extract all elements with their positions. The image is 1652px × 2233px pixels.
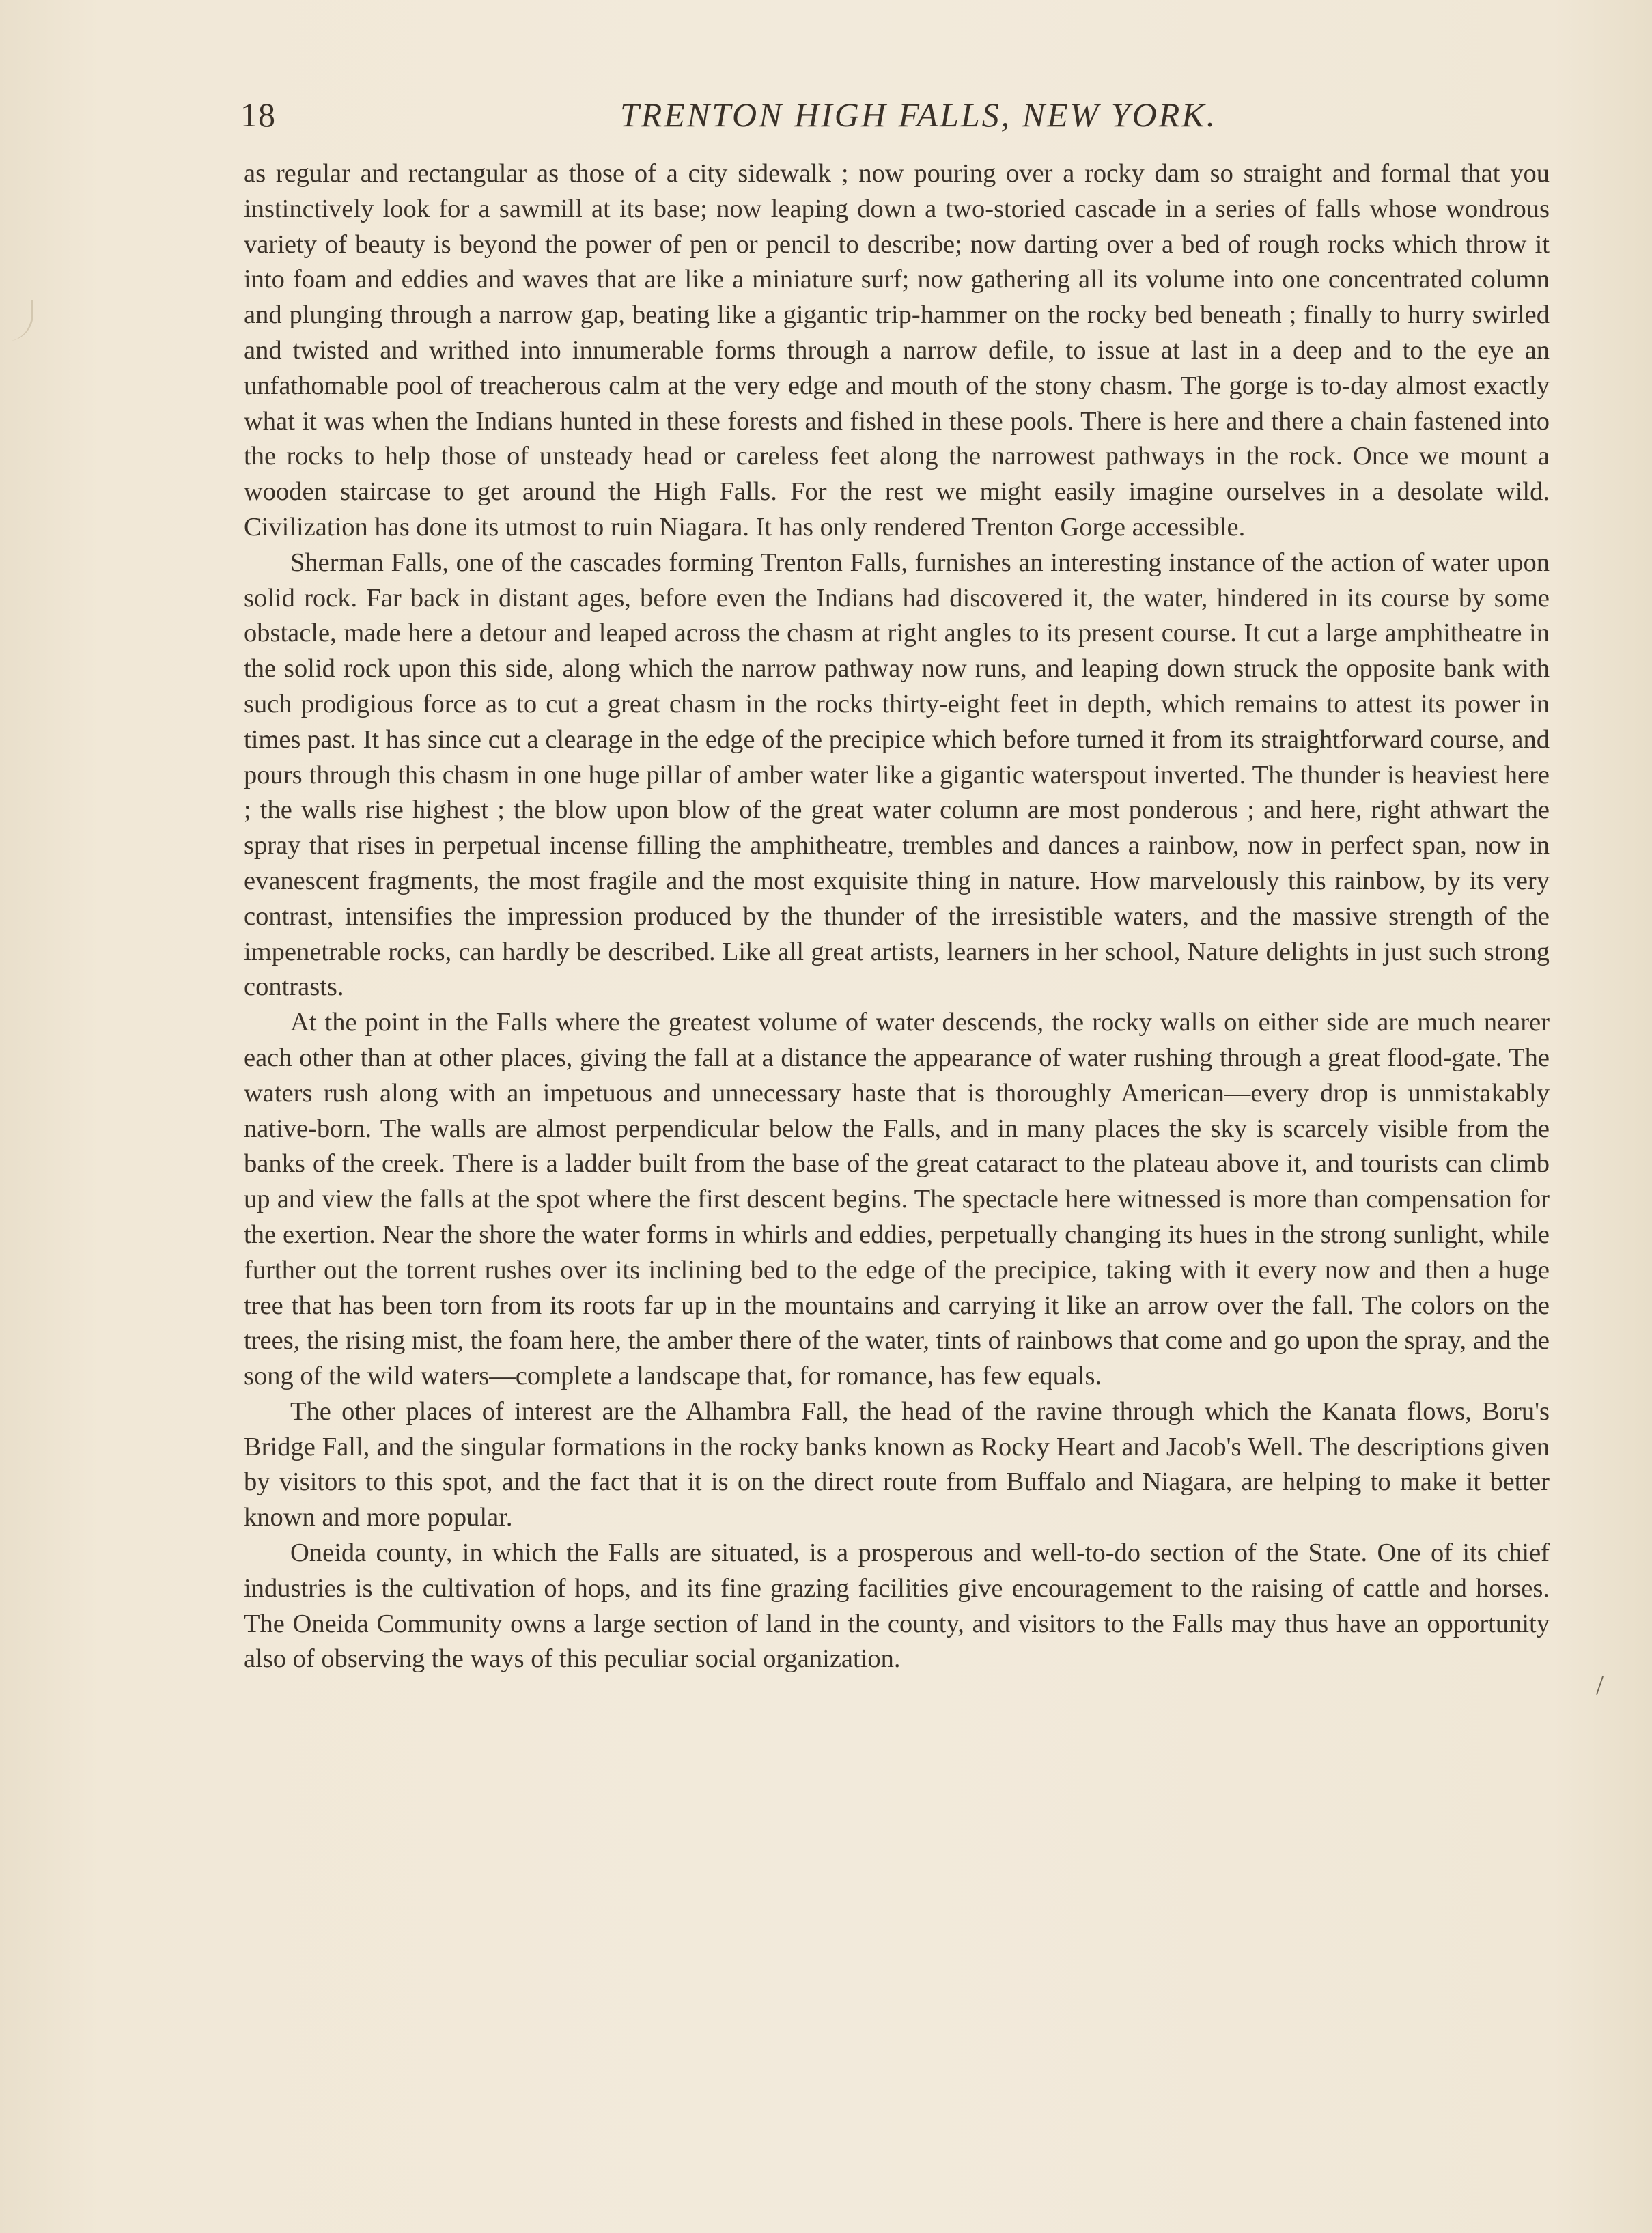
paragraph-1: as regular and rectangular as those of a city sidewalk ; now pouring over a rocky dam so straight and formal that you instinctively look for a sawmill at its base; now leaping down a two-storied cascade in a series of falls whose wondrous variety of beauty is beyond the power of pen or pencil to describe; now darting over a bed of rough rocks which throw it into foam and eddies and waves that are like a miniature surf; now gathering all its volume into one concentrated column and plunging through a narrow gap, beating like a gigantic trip-hammer on the rocky bed beneath ; finally to hurry swirled and twisted and writhed into innumerable forms through a narrow defile, to issue at last in a deep and to the eye an unfathomable pool of treacherous calm at the very edge and mouth of the stony chasm. The gorge is to-day almost exactly what it was when the Indians hunted in these forests and fished in these pools. There is here and there a chain fastened into the rocks to help those of unsteady head or careless feet along the narrowest pathways in the rock. Once we mount a wooden staircase to get around the High Falls. For the rest we might easily imagine ourselves in a desolate wild. Civilization has done its utmost to ruin Niagara. It has only rendered Trenton Gorge accessible. [244, 159, 1550, 542]
paragraph-2: Sherman Falls, one of the cascades forming Trenton Falls, furnishes an interesting instance of the action of water upon solid rock. Far back in distant ages, before even the Indians had discovered it, the water, hindered in its course by some obstacle, made here a detour and leaped across the chasm at right angles to its present course. It cut a large amphitheatre in the solid rock upon this side, along which the narrow pathway now runs, and leaping down struck the opposite bank with such prodigious force as to cut a great chasm in the rocks thirty-eight feet in depth, which remains to attest its power in times past. It has since cut a clearage in the edge of the precipice which before turned it from its straightforward course, and pours through this chasm in one huge pillar of amber water like a gigantic waterspout inverted. The thunder is heaviest here ; the walls rise highest ; the blow upon blow of the great water column are most ponderous ; and here, right athwart the spray that rises in perpetual incense filling the amphitheatre, trembles and dances a rainbow, now in perfect span, now in evanescent fragments, the most fragile and the most exquisite thing in nature. How marvelously this rainbow, by its very contrast, intensifies the impression produced by the thunder of the irresistible waters, and the massive strength of the impenetrable rocks, can hardly be described. Like all great artists, learners in her school, Nature delights in just such strong contrasts. [244, 548, 1550, 1002]
page-header [240, 87, 1556, 142]
running-head: TRENTON HIGH FALLS, NEW YORK. [619, 96, 1218, 134]
paragraph-4: The other places of interest are the Alhambra Fall, the head of the ravine through which the Kanata flows, Boru's Bridge Fall, and the singular formations in the rocky banks known as Rocky Heart and Jacob's Well. The descriptions given by visitors to this spot, and the fact that it is on the direct route from Buffalo and Niagara, are helping to make it better known and more popular. [244, 1396, 1550, 1532]
binding-mark [0, 300, 33, 341]
paragraph-5: Oneida county, in which the Falls are situated, is a prosperous and well-to-do section of the State. One of its chief industries is the cultivation of hops, and its fine grazing facilities give encouragement to the raising of cattle and horses. The Oneida Community owns a large section of land in the county, and visitors to the Falls may thus have an opportunity also of observing the ways of this peculiar social organization. [244, 1539, 1550, 1674]
page-number: 18 [240, 96, 276, 134]
margin-pencil-mark: / [1596, 1670, 1604, 1700]
paragraph-3: At the point in the Falls where the greatest volume of water descends, the rocky walls on either side are much nearer each other than at other places, giving the fall at a distance the appearance of water rushing through a great flood-gate. The waters rush along with an impetuous and unnecessary haste that is thoroughly American—every drop is unmistakably native-born. The walls are almost perpendicular below the Falls, and in many places the sky is scarcely visible from the banks of the creek. There is a ladder built from the base of the great cataract to the plateau above it, and tourists can climb up and view the falls at the spot where the first descent begins. The spectacle here witnessed is more than compensation for the exertion. Near the shore the water forms in whirls and eddies, perpetually changing its hues in the strong sunlight, while further out the torrent rushes over its inclining bed to the edge of the precipice, taking with it every now and then a huge tree that has been torn from its roots far up in the mountains and carrying it like an arrow over the fall. The colors on the trees, the rising mist, the foam here, the amber there of the water, tints of rainbows that come and go upon the spray, and the song of the wild waters—complete a landscape that, for romance, has few equals. [244, 1008, 1550, 1391]
body-text [244, 156, 1550, 1677]
